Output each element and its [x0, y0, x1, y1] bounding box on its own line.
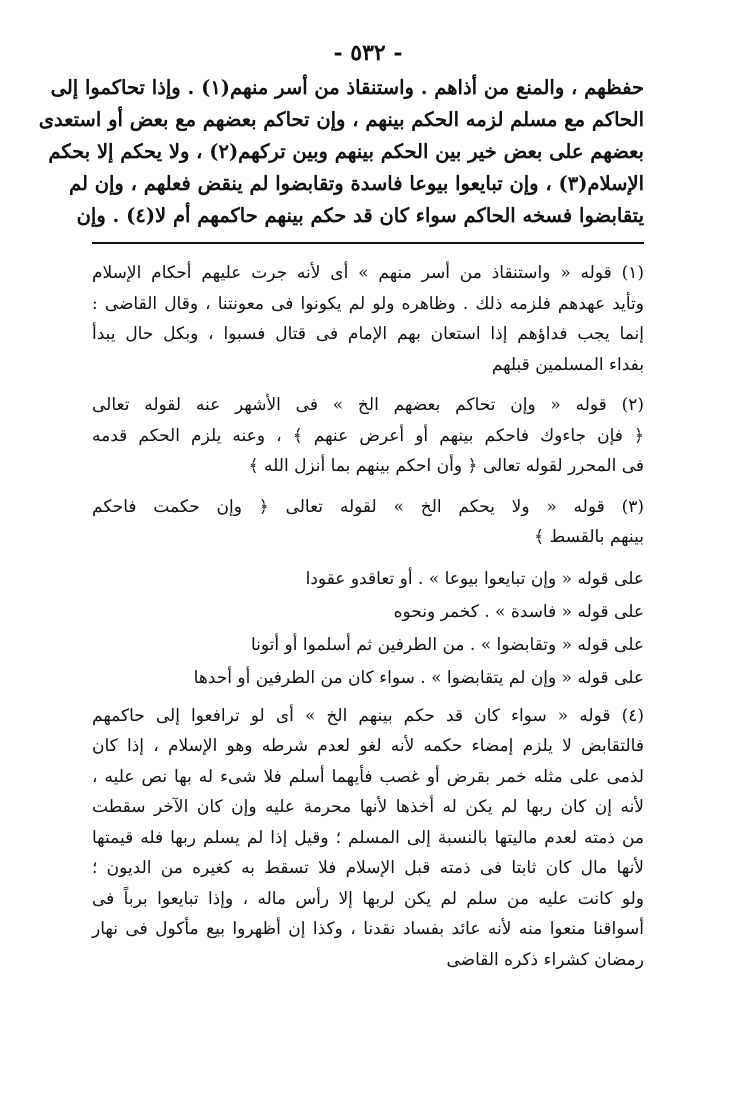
main-text-line: حفظهم ، والمنع من أذاهم . واستنقاذ من أسر منهم(١) . وإذا تحاكموا إلى [50, 76, 644, 99]
sub-annotation: على قوله « وإن تبايعوا بيوعا » . أو تعاقدو عقودا [305, 568, 644, 589]
footnote-4 [92, 701, 644, 976]
footnote-line: ﴿ فإن جاءوك فاحكم بينهم أو أعرض عنهم ﴾ ، وعنه يلزم الحكم قدمه [92, 425, 644, 446]
footnote-line: لذمى على مثله خمر بقرض أو غصب فأيهما أسلم فلا شىء له بها نص عليه ، [92, 766, 644, 787]
footnote-line: (٢) قوله « وإن تحاكم بعضهم الخ » فى الأشهر عنه لقوله تعالى [92, 395, 644, 415]
page-number: - ٥٣٢ - [333, 40, 403, 66]
footnote-line: (١) قوله « واستنقاذ من أسر منهم » أى لأنه جرت عليهم أحكام الإسلام [92, 263, 644, 283]
main-text-line: الإسلام(٣) ، وإن تبايعوا بيوعا فاسدة وتقابضوا لم ينقض فعلهم ، وإن لم [68, 172, 644, 195]
main-text-line: الحاكم مع مسلم لزمه الحكم بينهم ، وإن تحاكم بعضهم مع بعض أو استعدى [38, 108, 644, 131]
footnote-3 [92, 492, 644, 553]
footnote-line: رمضان كشراء ذكره القاضى [446, 949, 644, 970]
footnote-line: لأنه إن كان ربها لم يكن له أخذها لأنها محرمة عليه وإن كان الآخر سقطت [92, 797, 644, 817]
footnote-line: من ذمته لعدم ماليتها بالنسبة إلى المسلم ؛ وقيل إذا لم يسلم ربها فله قيمتها [92, 827, 644, 848]
footnotes [92, 258, 644, 975]
footnote-line: وتأيد عهدهم فلزمه ذلك . وظاهره ولو لم يكونوا فى معونتنا ، وقال القاضى : [92, 293, 644, 314]
footnote-line: لأنها مال كان ثابتا فى ذمته قبل الإسلام فلا تسقط به كغيره من الديون ؛ [92, 858, 644, 878]
footnote-line: ولو كانت عليه من سلم لم يكن لربها إلا رأس ماله ، وإذا تبايعوا برباً فى [92, 888, 644, 909]
footnote-divider [92, 242, 644, 244]
sub-annotation: على قوله « وتقابضوا » . من الطرفين ثم أسلموا أو أتونا [250, 634, 644, 655]
footnote-line: (٣) قوله « ولا يحكم الخ » لقوله تعالى ﴿ وإن حكمت فاحكم [92, 496, 644, 517]
footnote-line: بفداء المسلمين قبلهم [491, 354, 644, 375]
footnote-line: بينهم بالقسط ﴾ [534, 527, 644, 547]
sub-annotation: على قوله « وإن لم يتقابضوا » . سواء كان من الطرفين أو أحدها [193, 667, 644, 688]
main-text-line: يتقابضوا فسخه الحاكم سواء كان قد حكم بينهم حاكمهم أم لا(٤) . وإن [76, 204, 644, 227]
footnote-line: (٤) قوله « سواء كان قد حكم بينهم الخ » أى لو ترافعوا إلى حاكمهم [92, 705, 644, 726]
sub-annotations [92, 563, 644, 695]
footnote-line: فالتقابض لا يلزم إمضاء حكمه لأنه لغو لعدم شرطه وهو الإسلام ، إذا كان [92, 736, 644, 756]
main-text-block [38, 72, 644, 232]
main-text-line: بعضهم على بعض خير بين الحكم بينهم وبين تركهم(٢) ، ولا يحكم إلا بحكم [48, 140, 644, 163]
footnote-line: أسواقنا منعوا منه لأنه عائد بفساد نقدنا ، وكذا إن أظهروا بيع مأكول فى نهار [92, 919, 644, 939]
footnote-1 [92, 258, 644, 380]
sub-annotation: على قوله « فاسدة » . كخمر ونحوه [393, 601, 644, 622]
footnote-line: إنما يجب فداؤهم إذا استعان بهم الإمام فى قتال فسبوا ، وبكل حال يبدأ [92, 324, 644, 344]
footnote-line: فى المحرر لقوله تعالى ﴿ وأن احكم بينهم بما أنزل الله ﴾ [248, 456, 644, 476]
footnote-2 [92, 390, 644, 482]
